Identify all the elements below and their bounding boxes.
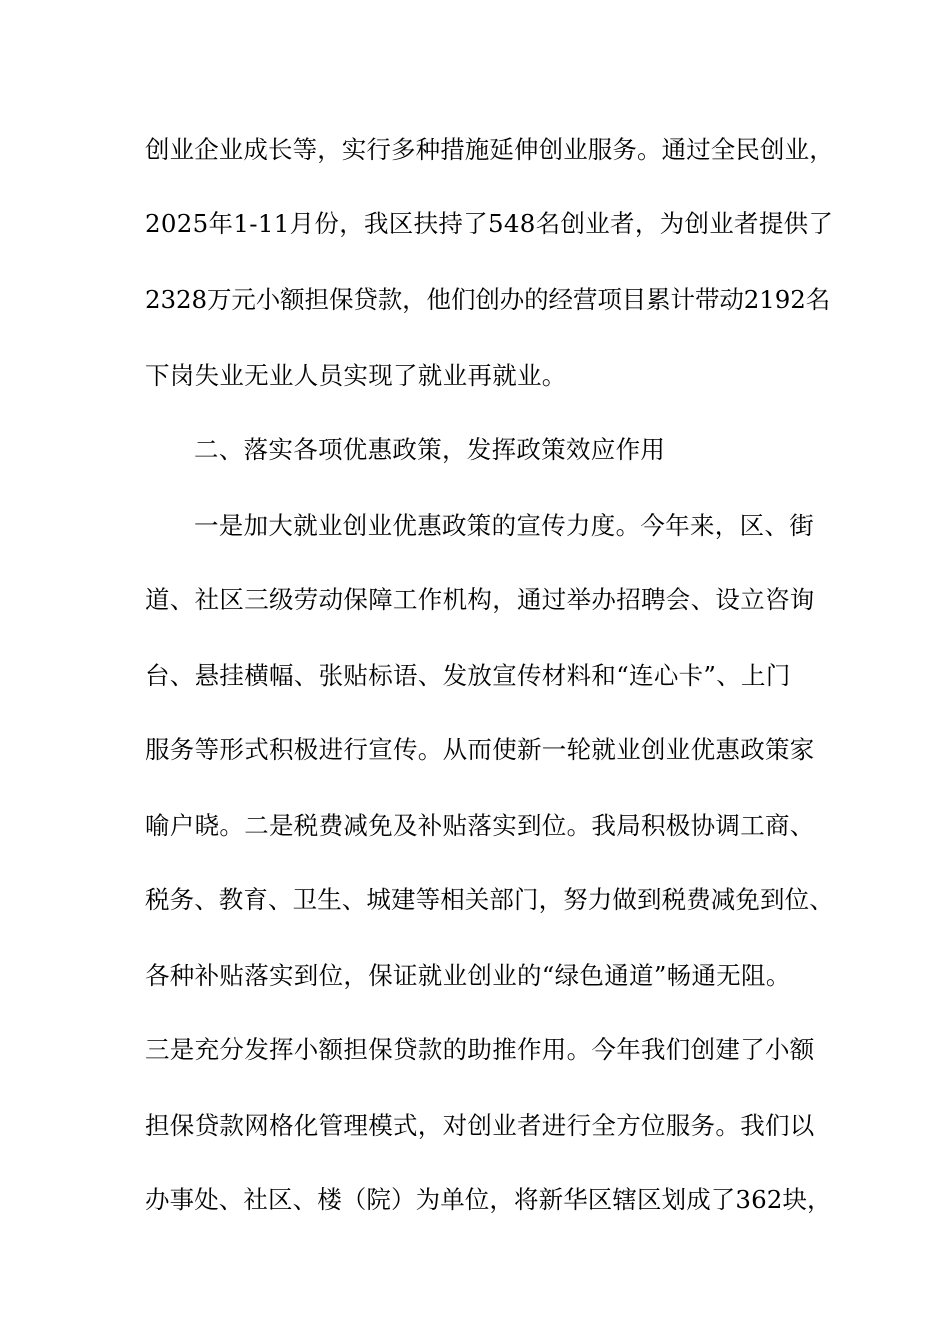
text-line-2: 2025年1-11月份，我区扶持了548名创业者，为创业者提供了 bbox=[145, 209, 834, 238]
text-line-10: 喻户晓。二是税费减免及补贴落实到位。我局积极协调工商、 bbox=[145, 811, 815, 840]
section-heading: 二、落实各项优惠政策，发挥政策效应作用 bbox=[194, 435, 666, 464]
text-line-4: 下岗失业无业人员实现了就业再就业。 bbox=[145, 361, 567, 390]
text-line-8: 台、悬挂横幅、张贴标语、发放宣传材料和“连心卡”、上门 bbox=[145, 661, 791, 690]
text-line-1: 创业企业成长等，实行多种措施延伸创业服务。通过全民创业， bbox=[145, 135, 834, 164]
text-line-12: 各种补贴落实到位，保证就业创业的“绿色通道”畅通无阻。 bbox=[145, 961, 791, 990]
text-line-3: 2328万元小额担保贷款，他们创办的经营项目累计带动2192名 bbox=[145, 285, 831, 314]
text-line-13: 三是充分发挥小额担保贷款的助推作用。今年我们创建了小额 bbox=[145, 1035, 815, 1064]
text-line-9: 服务等形式积极进行宣传。从而使新一轮就业创业优惠政策家 bbox=[145, 735, 815, 764]
text-line-7: 道、社区三级劳动保障工作机构，通过举办招聘会、设立咨询 bbox=[145, 585, 815, 614]
text-line-15: 办事处、社区、楼（院）为单位，将新华区辖区划成了362块， bbox=[145, 1185, 832, 1214]
text-line-6: 一是加大就业创业优惠政策的宣传力度。今年来，区、街 bbox=[194, 511, 814, 540]
text-line-11: 税务、教育、卫生、城建等相关部门，努力做到税费减免到位、 bbox=[145, 885, 834, 914]
text-line-14: 担保贷款网格化管理模式，对创业者进行全方位服务。我们以 bbox=[145, 1111, 815, 1140]
